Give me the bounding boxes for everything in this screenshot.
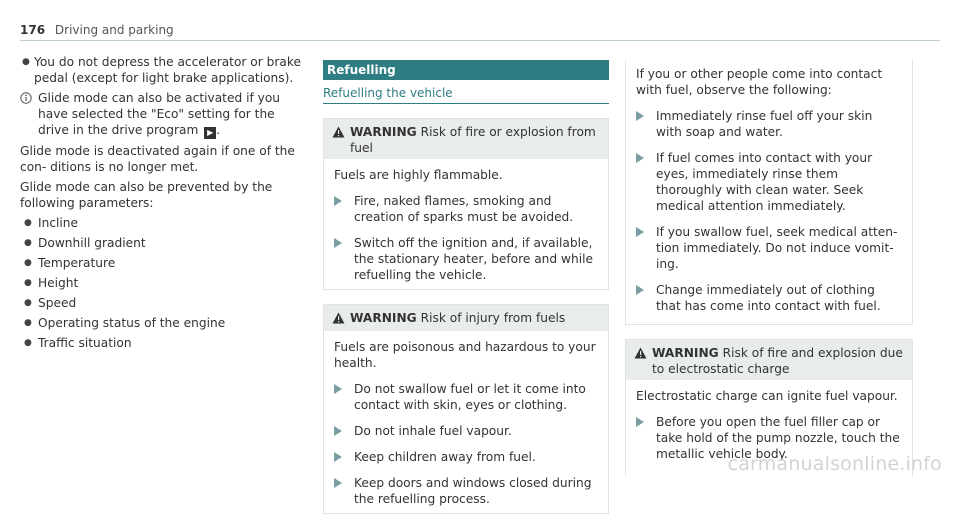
bullet-icon: ●: [24, 258, 32, 268]
list-item: Change immediately out of clothing that has come into contact with fuel.: [636, 282, 902, 314]
bullet-icon: ●: [24, 318, 32, 328]
arrow-icon: [636, 414, 656, 462]
list-item: If fuel comes into contact with your eyes, immediately rinse them thoroughly with clean water. Seek medical attention immediately.: [636, 150, 902, 214]
list-item: ● Incline: [24, 216, 79, 230]
list-item: Switch off the ignition and, if available, the stationary heater, before and while refuelling the vehicle.: [334, 235, 598, 283]
arrow-icon: [636, 108, 656, 140]
paragraph: If you or other people come into contact with fuel, observe the following:: [636, 67, 883, 97]
list-item: Do not swallow fuel or let it come into contact with skin, eyes or clothing.: [334, 381, 598, 413]
list-item: ● Temperature: [24, 256, 116, 270]
column-2: [323, 60, 609, 514]
list-item: ● Traffic situation: [24, 336, 132, 350]
list-item: If you swallow fuel, seek medical atten- tion immediately. Do not induce vomit- ing.: [636, 224, 902, 272]
arrow-icon: [334, 449, 354, 465]
warning-continuation: [625, 60, 913, 325]
drive-program-icon: ▶: [204, 127, 216, 139]
list-item: ● Height: [24, 276, 79, 290]
column-1: [20, 54, 304, 355]
info-icon: [20, 90, 38, 139]
list-item: Immediately rinse fuel off your skin with soap and water.: [636, 108, 902, 140]
arrow-icon: [334, 475, 354, 507]
column-3: [625, 60, 913, 476]
list-item: Keep doors and windows closed during the refuelling process.: [334, 475, 598, 507]
arrow-icon: [636, 282, 656, 314]
list-item: Before you open the fuel filler cap or take hold of the pump nozzle, touch the metallic vehicle body.: [636, 414, 902, 462]
warning-intro: Fuels are poisonous and hazardous to your health.: [334, 340, 596, 370]
arrow-icon: [334, 381, 354, 413]
arrow-icon: [334, 423, 354, 439]
subheading: Refuelling the vehicle: [323, 85, 609, 104]
bullet-icon: ●: [24, 338, 32, 348]
bullet-icon: ●: [24, 298, 32, 308]
bullet-icon: ●: [24, 218, 32, 228]
arrow-icon: [636, 150, 656, 214]
warning-header: WARNING Risk of fire or explosion from fuel: [324, 119, 608, 159]
arrow-icon: [334, 235, 354, 283]
list-item: Do not inhale fuel vapour.: [334, 423, 598, 439]
bullet-icon: ●: [24, 278, 32, 288]
warning-box: [323, 304, 609, 514]
note: Glide mode can also be activated if you have selected the "Eco" setting for the drive in the drive program ▶ .: [20, 90, 304, 139]
warning-intro: Electrostatic charge can ignite fuel vapour.: [636, 389, 898, 403]
arrow-icon: [334, 193, 354, 225]
paragraph: Glide mode can also be prevented by the following parameters:: [20, 180, 273, 210]
paragraph: Glide mode is deactivated again if one of the con- ditions is no longer met.: [20, 144, 295, 174]
arrow-icon: [636, 224, 656, 272]
warning-icon: [332, 124, 350, 156]
section-title: Driving and parking: [54, 23, 174, 37]
warning-icon: [332, 310, 350, 328]
warning-intro: Fuels are highly flammable.: [334, 168, 503, 182]
warning-icon: [634, 345, 652, 377]
warning-header: WARNING Risk of injury from fuels: [324, 305, 608, 331]
list-item: Fire, naked flames, smoking and creation of sparks must be avoided.: [334, 193, 598, 225]
list-item: ● Operating status of the engine: [24, 316, 226, 330]
warning-header: WARNING Risk of fire and explosion due to electrostatic charge: [626, 340, 912, 380]
page-header: [20, 22, 174, 38]
list-item: Keep children away from fuel.: [334, 449, 598, 465]
bullet-icon: ●: [22, 57, 30, 67]
watermark: carmanualsonline.info: [727, 453, 942, 475]
warning-box: [323, 118, 609, 290]
bullet-icon: ●: [24, 238, 32, 248]
list-item: ● Speed: [24, 296, 77, 310]
list-item: ● You do not depress the accelerator or brake pedal (except for light brake applications).: [22, 55, 301, 85]
header-divider: [20, 40, 940, 41]
section-bar: Refuelling: [323, 60, 609, 80]
page-number: 176: [20, 23, 46, 37]
list-item: ● Downhill gradient: [24, 236, 146, 250]
